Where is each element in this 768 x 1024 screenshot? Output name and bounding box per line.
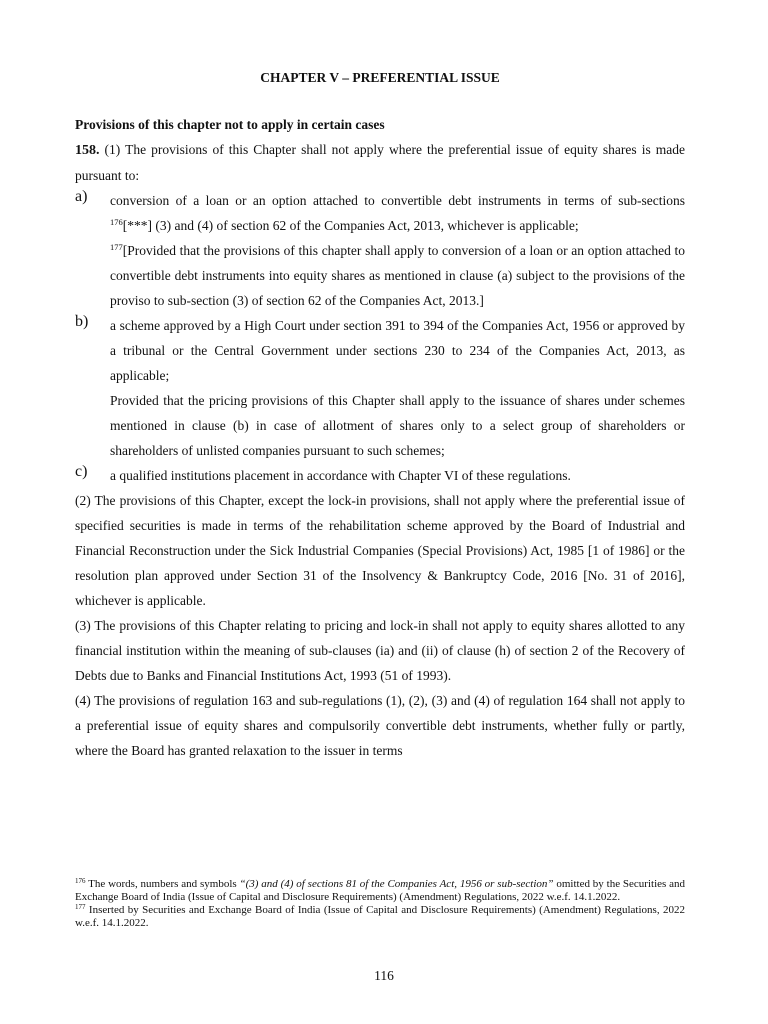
footnote-176 (75, 878, 685, 904)
clause-c-text: a qualified institutions placement in accordance with Chapter VI of these regulations. (110, 468, 571, 483)
clause-c (75, 463, 685, 488)
clause-b-proviso: Provided that the pricing provisions of this Chapter shall apply to the issuance of shares under schemes mentioned in clause (b) in case of allotment of shares only to a select group of shareholders or shareholders of unlisted companies pursuant to such schemes; (110, 393, 685, 458)
footnote-177 (75, 904, 685, 930)
clause-b-text: a scheme approved by a High Court under section 391 to 394 of the Companies Act, 1956 or approved by a tribunal or the Central Government under sections 230 to 234 of the Companies Act, 2013, as applicable; (110, 318, 685, 383)
paragraph-1-intro (75, 137, 685, 188)
footnote-177-number: 177 (75, 903, 86, 911)
clause-a-text-part2: [***] (3) and (4) of section 62 of the Companies Act, 2013, whichever is applicable; (122, 218, 579, 233)
footnote-176-lead: The words, numbers and symbols (85, 878, 240, 890)
paragraph-1-text: (1) The provisions of this Chapter shall not apply where the preferential issue of equity shares is made pursuant to: (75, 142, 685, 183)
paragraph-4: (4) The provisions of regulation 163 and sub-regulations (1), (2), (3) and (4) of regulation 164 shall not apply to a preferential issue of equity shares and compulsorily convertible debt instruments, whether fully or partly, where the Board has granted relaxation to the issuer in terms (75, 693, 685, 758)
clause-a-text-part1: conversion of a loan or an option attached to convertible debt instruments in terms of sub-sections (110, 193, 685, 208)
clause-a-proviso (110, 238, 685, 313)
footnote-176-number: 176 (75, 877, 86, 885)
page-number: 116 (374, 968, 394, 983)
chapter-title: CHAPTER V – PREFERENTIAL ISSUE (260, 70, 500, 85)
clause-c-letter: c) (75, 463, 88, 480)
footnote-177-text: Inserted by Securities and Exchange Board of India (Issue of Capital and Disclosure Requirements) (Amendment) Regulations, 2022 w.e.f. 14.1.2022. (75, 904, 685, 929)
section-number: 158. (75, 143, 100, 158)
footnotes (75, 878, 685, 930)
section-heading: Provisions of this chapter not to apply in certain cases (75, 117, 385, 132)
footnote-176-rest: omitted by the Securities and Exchange Board of India (Issue of Capital and Disclosure Requirements) (Amendment) Regulations, 2022 w.e.f. 14.1.2022. (75, 878, 686, 903)
paragraph-3: (3) The provisions of this Chapter relating to pricing and lock-in shall not apply to equity shares allotted to any financial institution within the meaning of sub-clauses (ia) and (ii) of clause (h) of section 2 of the Recovery of Debts due to Banks and Financial Institutions Act, 1993 (51 of 1993). (75, 618, 685, 683)
clause-a (75, 188, 685, 313)
clause-a-text (110, 188, 685, 238)
clause-a-letter: a) (75, 188, 88, 205)
footnote-ref-177: 177 (110, 242, 123, 252)
clause-a-proviso-text: [Provided that the provisions of this chapter shall apply to conversion of a loan or an option attached to convertible debt instruments into equity shares as mentioned in clause (a) subject to the provisions of the proviso to sub-section (3) of section 62 of the Companies Act, 2013.] (110, 243, 685, 308)
footnote-176-quote: “(3) and (4) of sections 81 of the Companies Act, 1956 or sub-section” (239, 878, 554, 890)
page-body (75, 65, 685, 763)
paragraph-2: (2) The provisions of this Chapter, except the lock-in provisions, shall not apply where the preferential issue of specified securities is made in terms of the rehabilitation scheme approved by the Board of Industrial and Financial Reconstruction under the Sick Industrial Companies (Special Provisions) Act, 1985 [1 of 1986] or the resolution plan approved under Section 31 of the Insolvency & Bankruptcy Code, 2016 [No. 31 of 2016], whichever is applicable. (75, 493, 685, 608)
footnote-separator (75, 871, 225, 872)
clause-b-letter: b) (75, 313, 89, 330)
footnote-ref-176: 176 (110, 217, 123, 227)
clause-b (75, 313, 685, 463)
